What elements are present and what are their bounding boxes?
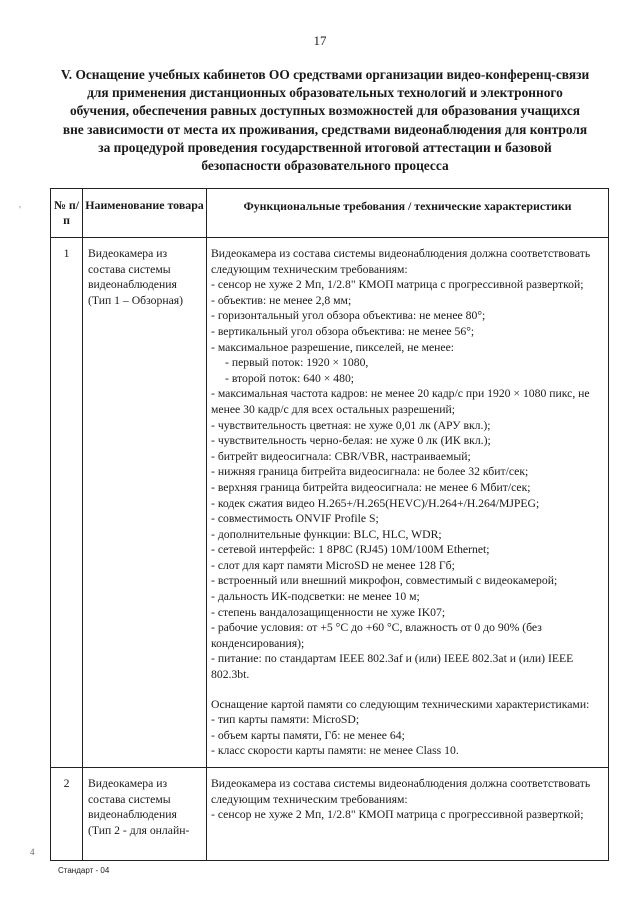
table-row (51, 768, 609, 861)
table-row (51, 238, 609, 768)
requirement-line: - совместимость ONVIF Profile S; (211, 512, 379, 526)
row-number-cell: 1 (51, 238, 83, 768)
product-name-cell: Видеокамера из состава системы видеонаблюдения (Тип 2 - для онлайн- (83, 768, 207, 861)
requirement-line: - чувствительность черно-белая: не хуже 0 лк (ИК вкл.); (211, 434, 491, 448)
requirement-line: - встроенный или внешний микрофон, совместимый с видеокамерой; (211, 574, 558, 588)
requirement-line: - класс скорости карты памяти: не менее Class 10. (211, 744, 459, 758)
requirement-line: - битрейт видеосигнала: CBR/VBR, настраиваемый; (211, 449, 471, 463)
header-requirements: Функциональные требования / технические характеристики (207, 189, 609, 238)
requirement-line: Видеокамера из состава системы видеонаблюдения должна соответствовать следующим техническим требованиям: (211, 247, 591, 276)
margin-mark: ' (19, 205, 21, 216)
requirement-line: - чувствительность цветная: не хуже 0,01 лк (АРУ вкл.); (211, 418, 491, 432)
requirement-line: - нижняя граница битрейта видеосигнала: не более 32 кбит/сек; (211, 465, 529, 479)
requirement-line: - объем карты памяти, Гб: не менее 64; (211, 728, 405, 742)
requirement-line: - сенсор не хуже 2 Мп, 1/2.8" КМОП матрица с прогрессивной разверткой; (211, 808, 584, 822)
header-number: № п/п (51, 189, 83, 238)
requirement-line: - верхняя граница битрейта видеосигнала: не менее 6 Мбит/сек; (211, 480, 531, 494)
requirement-line: - вертикальный угол обзора объектива: не менее 56°; (211, 324, 475, 338)
requirement-line: - дальность ИК-подсветки: не менее 10 м; (211, 590, 420, 604)
requirement-line: - питание: по стандартам IEEE 802.3af и (или) IEEE 802.3at и (или) IEEE 802.3bt. (211, 652, 574, 682)
row-number-cell: 2 (51, 768, 83, 861)
requirements-cell (207, 768, 609, 861)
section-title: V. Оснащение учебных кабинетов ОО средствами организации видео-конференц-связи для применения дистанционных образовательных технологий и электронного обучения, обеспечения равных доступных возможностей для образования учащихся вне зависимости от места их проживания, средствами видеонаблюдения для контроля за процедурой проведения государственной итоговой аттестации и базовой безопасности образовательного процесса (60, 67, 590, 174)
requirement-line: - сетевой интерфейс: 1 8P8C (RJ45) 10M/100M Ethernet; (211, 543, 490, 557)
page-number: 17 (313, 33, 327, 48)
requirement-line: - сенсор не хуже 2 Мп, 1/2.8" КМОП матрица с прогрессивной разверткой; (211, 278, 584, 292)
requirement-line: - максимальное разрешение, пикселей, не менее: (211, 340, 455, 354)
requirement-line: - дополнительные функции: BLC, HLC, WDR; (211, 527, 442, 541)
requirement-line: Видеокамера из состава системы видеонаблюдения должна соответствовать следующим техническим требованиям: (211, 777, 591, 806)
specification-table (50, 188, 609, 861)
requirement-line: - тип карты памяти: MicroSD; (211, 713, 360, 727)
requirement-line: - кодек сжатия видео H.265+/H.265(HEVC)/H.264+/H.264/MJPEG; (211, 496, 540, 510)
header-product-name: Наименование товара (83, 189, 207, 238)
requirement-line: - горизонтальный угол обзора объектива: не менее 80°; (211, 309, 486, 323)
requirement-line: - первый поток: 1920 × 1080, (225, 356, 369, 370)
product-name-cell: Видеокамера из состава системы видеонаблюдения (Тип 1 – Обзорная) (83, 238, 207, 768)
requirement-line: - рабочие условия: от +5 °С до +60 °С, влажность от 0 до 90% (без конденсирования); (211, 621, 542, 650)
requirement-line: - объектив: не менее 2,8 мм; (211, 293, 352, 307)
requirement-line: - слот для карт памяти MicroSD не менее 128 Гб; (211, 558, 455, 572)
table-header-row (51, 189, 609, 238)
requirement-line: Оснащение картой памяти со следующим техническими характеристиками: (211, 697, 590, 711)
requirement-line: - второй поток: 640 × 480; (225, 371, 355, 385)
requirement-line: - степень вандалозащищенности не хуже IK07; (211, 605, 446, 619)
requirements-cell (207, 238, 609, 768)
requirement-line: - максимальная частота кадров: не менее 20 кадр/с при 1920 × 1080 пикс, не менее 30 кадр/с для всех остальных разрешений; (211, 387, 590, 416)
margin-mark: 4 (30, 847, 35, 857)
footer-standard: Стандарт - 04 (58, 866, 110, 875)
paragraph-gap (211, 683, 605, 697)
